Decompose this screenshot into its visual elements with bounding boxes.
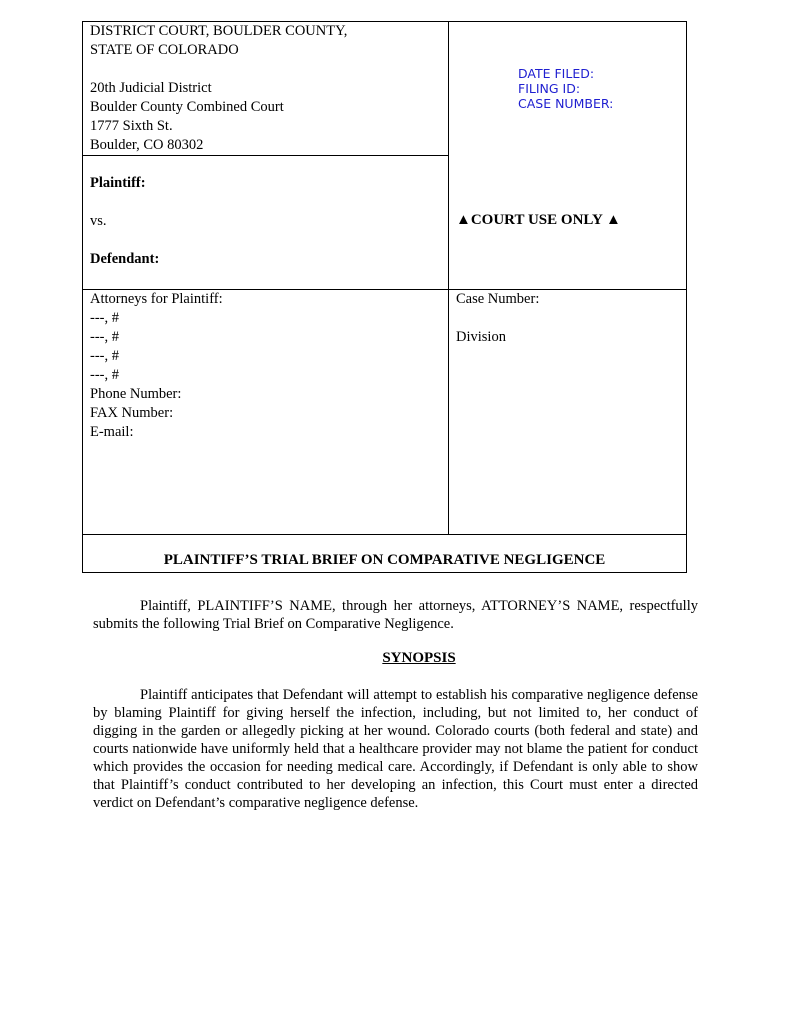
synopsis-heading: SYNOPSIS — [382, 650, 456, 666]
case-number-label: Case Number: — [456, 291, 540, 307]
attorney-line: E-mail: — [90, 424, 134, 440]
court-use-only-label: ▲COURT USE ONLY ▲ — [456, 212, 621, 228]
filing-id-label: FILING ID: — [518, 81, 581, 96]
title-row-divider — [83, 534, 686, 535]
court-line: 1777 Sixth St. — [90, 118, 173, 134]
court-line: 20th Judicial District — [90, 80, 212, 96]
case-number-filing-label: CASE NUMBER: — [518, 96, 614, 111]
court-line: Boulder County Combined Court — [90, 99, 284, 115]
attorney-line: ---, # — [90, 348, 119, 364]
division-label: Division — [456, 329, 506, 345]
document-title: PLAINTIFF’S TRIAL BRIEF ON COMPARATIVE NEGLIGENCE — [163, 552, 606, 568]
attorney-line: FAX Number: — [90, 405, 174, 421]
attorney-line: ---, # — [90, 310, 119, 326]
defendant-label: Defendant: — [90, 251, 160, 267]
attorney-line: ---, # — [90, 329, 119, 345]
caption-vertical-divider — [448, 22, 449, 534]
court-line: STATE OF COLORADO — [90, 42, 239, 58]
case-number-block — [456, 290, 539, 347]
attorneys-block — [90, 290, 223, 442]
case-caption-table — [82, 21, 687, 573]
filing-info-block — [518, 66, 613, 111]
court-line — [90, 60, 347, 79]
intro-paragraph: Plaintiff, PLAINTIFF’S NAME, through her attorneys, ATTORNEY’S NAME, respectfully submits the following Trial Brief on Comparative Negligence. — [93, 598, 698, 632]
court-line: DISTRICT COURT, BOULDER COUNTY, — [90, 23, 348, 39]
parties-block — [90, 174, 159, 269]
attorney-line: Phone Number: — [90, 386, 182, 402]
versus-label: vs. — [90, 213, 107, 229]
court-line: Boulder, CO 80302 — [90, 137, 204, 153]
synopsis-paragraph: Plaintiff anticipates that Defendant will attempt to establish his comparative negligence defense by blaming Plaintiff for giving herself the infection, including, but not limited to, her conduct of digging in the garden or allegedly picking at her wound. Colorado courts (both federal and state) and courts nationwide have uniformly held that a healthcare provider may not blame the patient for conduct which provides the occasion for needing medical care. Accordingly, if Defendant is only able to show that Plaintiff’s conduct contributed to her developing an infection, this Court must enter a directed verdict on Defendant’s comparative negligence defense. — [93, 687, 698, 811]
court-parties-divider — [83, 155, 449, 156]
plaintiff-label: Plaintiff: — [90, 175, 146, 191]
attorney-line: Attorneys for Plaintiff: — [90, 291, 223, 307]
date-filed-label: DATE FILED: — [518, 66, 595, 81]
attorney-line: ---, # — [90, 367, 119, 383]
court-info-block — [90, 22, 347, 155]
